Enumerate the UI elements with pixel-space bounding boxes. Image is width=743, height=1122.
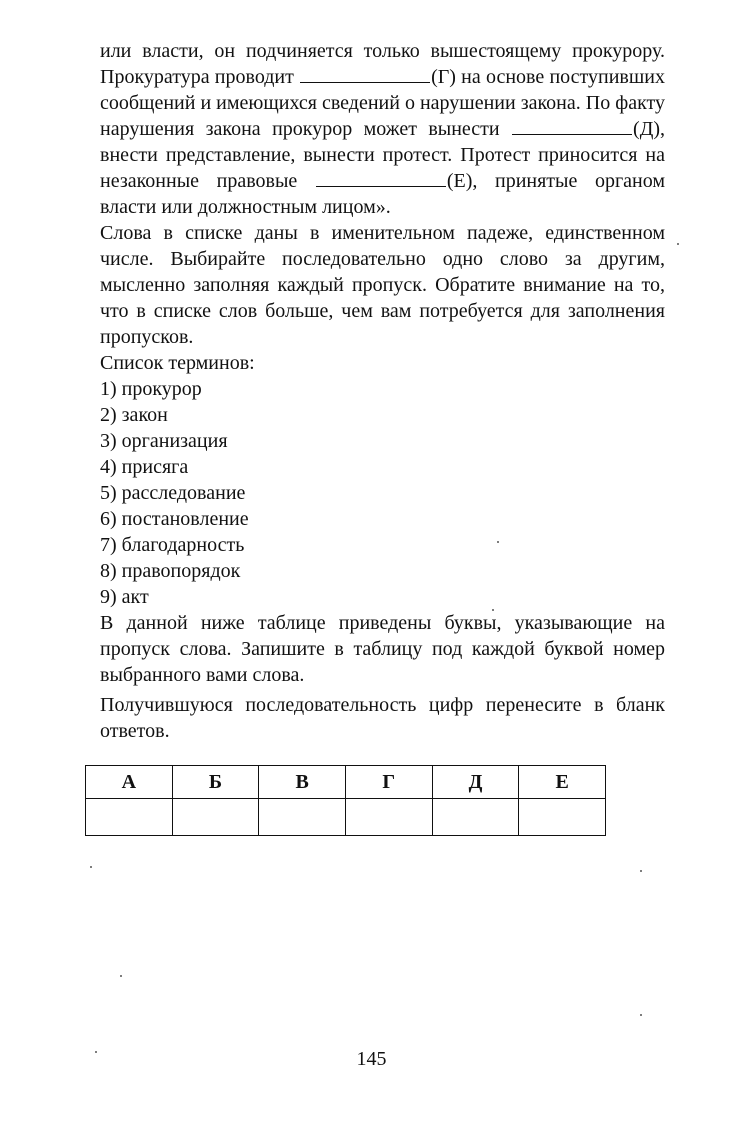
letter-cell-e: Е [519,766,606,799]
scan-speck [90,866,92,868]
passage-part-2: (Г) на основе поступивших сообщений и имеющихся сведений о нарушении закона. По факту нарушения закона прокурор может вынести [100,66,665,140]
answer-cell[interactable] [259,799,346,836]
answer-table-answer-row [86,799,606,836]
term-item: 2) закон [100,404,168,426]
answer-cell[interactable] [432,799,519,836]
instruction-paragraph-3: Получившуюся последовательность цифр перенесите в бланк ответов. [100,694,665,742]
scan-speck [120,975,122,977]
scan-speck [677,243,679,245]
term-item: 1) прокурор [100,378,202,400]
passage-part-4: (Е), принятые органом власти или должностным лицом». [100,170,665,218]
blank-d [512,119,632,135]
scan-speck [497,541,499,543]
passage-part-1: или власти, он подчиняется только вышестоящему прокурору. Прокуратура проводит [100,40,665,88]
passage-part-3: (Д), внести представление, вынести протест. Протест приносится на незаконные правовые [100,118,665,192]
letter-cell-d: Д [432,766,519,799]
scan-speck [640,1014,642,1016]
answer-table [85,765,606,836]
scan-speck [95,1051,97,1053]
answer-table-header-row [86,766,606,799]
term-item: 8) правопорядок [100,560,241,582]
term-item: 3) организация [100,430,228,452]
letter-cell-v: В [259,766,346,799]
letter-cell-a: А [86,766,173,799]
term-item: 9) акт [100,586,149,608]
letter-cell-b: Б [172,766,259,799]
answer-cell[interactable] [345,799,432,836]
answer-cell[interactable] [172,799,259,836]
scan-speck [640,870,642,872]
blank-g [300,67,430,83]
terms-list-title: Список терминов: [100,352,255,374]
term-item: 5) расследование [100,482,246,504]
terms-list [100,376,665,610]
page-number: 145 [356,1048,387,1070]
letter-cell-g: Г [345,766,432,799]
scan-speck [492,609,494,611]
passage-paragraph [100,38,665,220]
answer-cell[interactable] [86,799,173,836]
answer-cell[interactable] [519,799,606,836]
blank-e [316,171,446,187]
term-item: 6) постановление [100,508,249,530]
instruction-paragraph-1: Слова в списке даны в именительном падеже, единственном числе. Выбирайте последовательно одно слово за другим, мысленно заполняя каждый пропуск. Обратите внимание на то, что в списке слов больше, чем вам потребуется для заполнения пропусков. [100,222,665,348]
term-item: 4) присяга [100,456,189,478]
term-item: 7) благодарность [100,534,245,556]
text-block [100,38,665,744]
instruction-paragraph-2: В данной ниже таблице приведены буквы, указывающие на пропуск слова. Запишите в таблицу под каждой буквой номер выбранного вами слова. [100,612,665,686]
